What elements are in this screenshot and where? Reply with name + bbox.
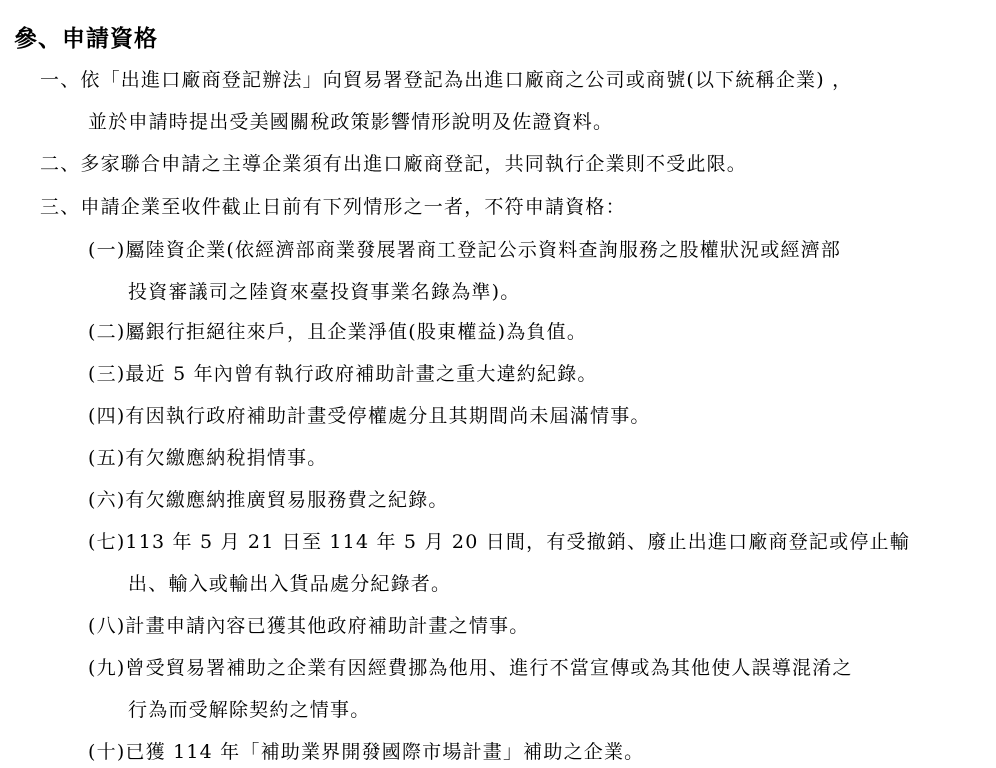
item-3: 三、申請企業至收件截止日前有下列情形之一者，不符申請資格： [40, 196, 626, 218]
subitem-8: (八)計畫申請內容已獲其他政府補助計畫之情事。 [88, 615, 530, 637]
subitem-7-line-1: (七)113 年 5 月 21 日至 114 年 5 月 20 日間，有受撤銷、廢止出進口廠商登記或停止輸 [88, 531, 910, 553]
item-1-line-1: 一、依「出進口廠商登記辦法」向貿易署登記為出進口廠商之公司或商號(以下統稱企業) ， [40, 69, 853, 91]
subitem-4: (四)有因執行政府補助計畫受停權處分且其期間尚未屆滿情事。 [88, 405, 651, 427]
subitem-3: (三)最近 5 年內曾有執行政府補助計畫之重大違約紀錄。 [88, 363, 598, 385]
section-title: 參、申請資格 [14, 25, 158, 52]
subitem-7-line-2: 出、輸入或輸出入貨品處分紀錄者。 [128, 573, 452, 595]
item-1-line-2: 並於申請時提出受美國關稅政策影響情形說明及佐證資料。 [88, 111, 614, 133]
subitem-10: (十)已獲 114 年「補助業界開發國際市場計畫」補助之企業。 [88, 741, 645, 763]
subitem-5: (五)有欠繳應納稅捐情事。 [88, 447, 328, 469]
subitem-1-line-2: 投資審議司之陸資來臺投資事業名錄為準)。 [128, 281, 521, 303]
subitem-9-line-2: 行為而受解除契約之情事。 [128, 699, 371, 721]
subitem-2: (二)屬銀行拒絕往來戶，且企業淨值(股東權益)為負值。 [88, 321, 588, 343]
item-2: 二、多家聯合申請之主導企業須有出進口廠商登記，共同執行企業則不受此限。 [40, 153, 748, 175]
subitem-9-line-1: (九)曾受貿易署補助之企業有因經費挪為他用、進行不當宣傳或為其他使人誤導混淆之 [88, 657, 853, 679]
subitem-6: (六)有欠繳應納推廣貿易服務費之紀錄。 [88, 489, 449, 511]
subitem-1-line-1: (一)屬陸資企業(依經濟部商業發展署商工登記公示資料查詢服務之股權狀況或經濟部 [88, 239, 842, 261]
